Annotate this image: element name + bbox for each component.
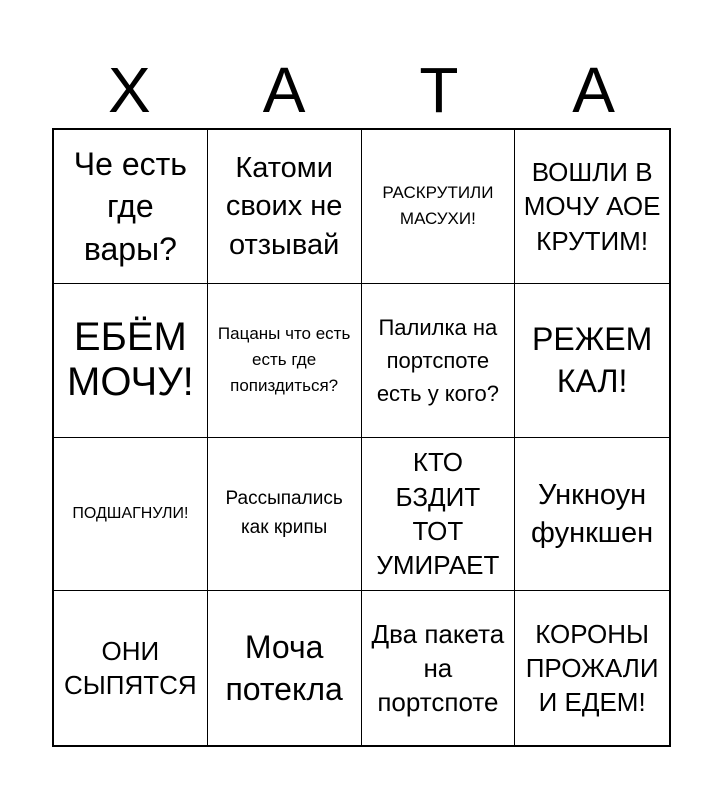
bingo-header [52, 52, 671, 128]
bingo-cell-text: РЕЖЕМ КАЛ! [532, 320, 653, 400]
bingo-cell-7[interactable] [362, 284, 516, 438]
bingo-cell-text: КОРОНЫ ПРОЖАЛИ И ЕДЕМ! [525, 618, 659, 718]
header-letter-2: А [262, 54, 306, 126]
bingo-cell-12[interactable] [515, 438, 669, 592]
bingo-cell-text: Рассыпались как крипы [225, 488, 343, 538]
bingo-cell-11[interactable] [362, 438, 516, 592]
bingo-cell-text: Два пакета на портспоте [371, 618, 505, 718]
bingo-cell-text: ЕБЁМ МОЧУ! [67, 314, 194, 405]
bingo-cell-text: Палилка на портспоте есть у кого? [376, 314, 499, 406]
header-letter-3: Т [419, 54, 459, 126]
header-letter-1: Х [108, 54, 151, 126]
bingo-cell-text: ПОДШАГНУЛИ! [72, 505, 189, 523]
bingo-cell-text: Ункноун функшен [531, 478, 654, 549]
bingo-cell-14[interactable] [208, 591, 362, 745]
bingo-grid [52, 128, 671, 747]
bingo-cell-2[interactable] [208, 130, 362, 284]
bingo-cell-15[interactable] [362, 591, 516, 745]
bingo-cell-8[interactable] [515, 284, 669, 438]
bingo-cell-text: Пацаны что есть есть где попиздиться? [217, 323, 351, 396]
bingo-cell-text: Моча потекла [225, 628, 343, 708]
bingo-cell-text: Катоми своих не отзывай [225, 151, 343, 261]
bingo-cell-3[interactable] [362, 130, 516, 284]
bingo-cell-16[interactable] [515, 591, 669, 745]
bingo-cell-5[interactable] [54, 284, 208, 438]
bingo-cell-text: Че есть где вары? [73, 145, 187, 267]
bingo-cell-10[interactable] [208, 438, 362, 592]
bingo-cell-text: ОНИ СЫПЯТСЯ [64, 635, 197, 701]
header-letter-4: А [572, 54, 615, 126]
bingo-cell-4[interactable] [515, 130, 669, 284]
bingo-cell-6[interactable] [208, 284, 362, 438]
bingo-cell-9[interactable] [54, 438, 208, 592]
bingo-cell-text: РАСКРУТИЛИ МАСУХИ! [382, 183, 494, 229]
bingo-cell-text: ВОШЛИ В МОЧУ АОЕ КРУТИМ! [523, 156, 661, 256]
bingo-cell-1[interactable] [54, 130, 208, 284]
bingo-cell-text: КТО БЗДИТ ТОТ УМИРАЕТ [376, 447, 500, 581]
bingo-cell-13[interactable] [54, 591, 208, 745]
